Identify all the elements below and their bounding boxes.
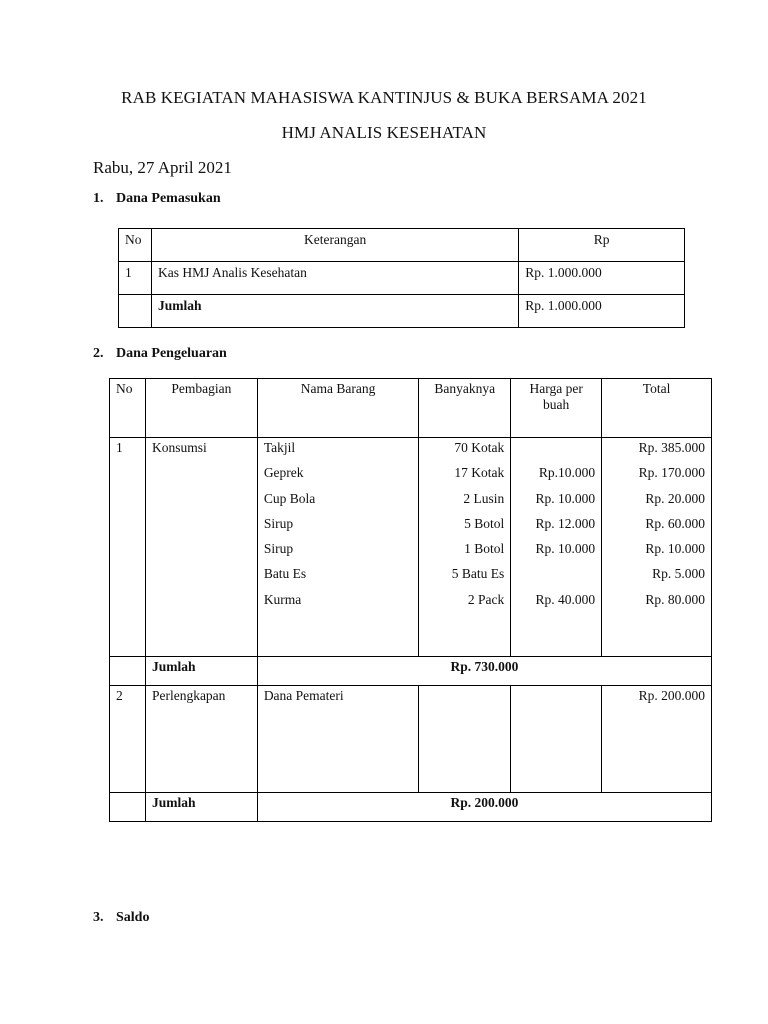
cell-nama-barang-list [257,438,419,657]
cell-harga-list [511,438,602,657]
cell-nama-barang: Dana Pemateri [257,686,419,793]
cell-no: 2 [110,686,146,793]
subtotal-row [110,657,712,686]
cell-empty [110,793,146,822]
list-item: Takjil [263,440,296,455]
list-item: Kurma [263,591,302,607]
cell-rp: Rp. 1.000.000 [519,262,685,295]
header-harga-line-1: Harga per [529,381,583,396]
header-keterangan: Keterangan [151,229,518,262]
section-heading-saldo [93,910,149,926]
subtotal-value: Rp. 200.000 [257,793,711,822]
section-label: Dana Pengeluaran [116,346,227,361]
header-harga-line-2: buah [543,397,570,412]
cell-banyaknya-list [419,438,511,657]
header-harga-per-buah [511,379,602,438]
section-label: Dana Pemasukan [116,191,221,206]
table-row [110,686,712,793]
section-number: 3. [93,910,104,925]
list-item: Sirup [263,541,294,557]
list-item: Rp. 10.000 [535,541,596,557]
total-value: Rp. 1.000.000 [519,295,685,328]
document-date: Rabu, 27 April 2021 [93,158,232,177]
list-item: Rp. 80.000 [645,591,705,607]
cell-harga [511,686,602,793]
list-item: Cup Bola [263,490,316,506]
table-header-row [110,379,712,438]
list-item: Rp. 60.000 [645,515,705,531]
cell-banyaknya [419,686,511,793]
cell-no: 1 [119,262,152,295]
section-label: Saldo [116,910,150,925]
list-item: Rp. 5.000 [652,566,705,582]
cell-total: Rp. 200.000 [602,686,712,793]
table-row [119,262,685,295]
list-item: Batu Es [263,566,307,582]
list-item: Rp. 10.000 [535,490,596,506]
list-item: Rp. 20.000 [645,490,705,506]
expense-table [109,378,712,822]
header-nama-barang: Nama Barang [257,379,419,438]
list-item: Rp. 12.000 [535,515,596,531]
list-item: Rp. 40.000 [535,591,596,607]
list-item [517,440,595,465]
document-title: RAB KEGIATAN MAHASISWA KANTINJUS & BUKA BERSAMA 2021 [121,88,647,107]
list-item: 2 Pack [467,591,505,607]
list-item: Rp. 170.000 [638,465,705,481]
cell-keterangan: Kas HMJ Analis Kesehatan [151,262,518,295]
list-item: Geprek [263,465,304,481]
income-table [118,228,685,328]
list-item: 5 Botol [464,515,505,531]
total-label: Jumlah [151,295,518,328]
cell-empty [119,295,152,328]
header-no: No [110,379,146,438]
subtotal-row [110,793,712,822]
table-row [110,438,712,657]
section-heading-income [93,191,221,207]
section-heading-expense [93,346,227,362]
cell-total-list [602,438,712,657]
list-item: 2 Lusin [463,490,505,506]
list-item: 17 Kotak [454,465,505,481]
header-no: No [119,229,152,262]
list-item: 70 Kotak [454,440,505,455]
list-item: Sirup [263,515,294,531]
total-row [119,295,685,328]
cell-empty [110,657,146,686]
header-pembagian: Pembagian [145,379,257,438]
cell-no: 1 [110,438,146,657]
list-item [517,566,595,591]
subtotal-label: Jumlah [145,657,257,686]
table-header-row [119,229,685,262]
section-number: 1. [93,191,104,206]
subtotal-label: Jumlah [145,793,257,822]
header-rp: Rp [519,229,685,262]
subtotal-value: Rp. 730.000 [257,657,711,686]
cell-pembagian: Konsumsi [145,438,257,657]
list-item: Rp.10.000 [538,465,596,481]
cell-pembagian: Perlengkapan [145,686,257,793]
list-item: 1 Botol [464,541,505,557]
list-item: Rp. 385.000 [638,440,705,455]
header-banyaknya: Banyaknya [419,379,511,438]
section-number: 2. [93,346,104,361]
list-item: 5 Batu Es [451,566,505,582]
header-total: Total [602,379,712,438]
document-subtitle: HMJ ANALIS KESEHATAN [281,123,487,142]
list-item: Rp. 10.000 [645,541,705,557]
